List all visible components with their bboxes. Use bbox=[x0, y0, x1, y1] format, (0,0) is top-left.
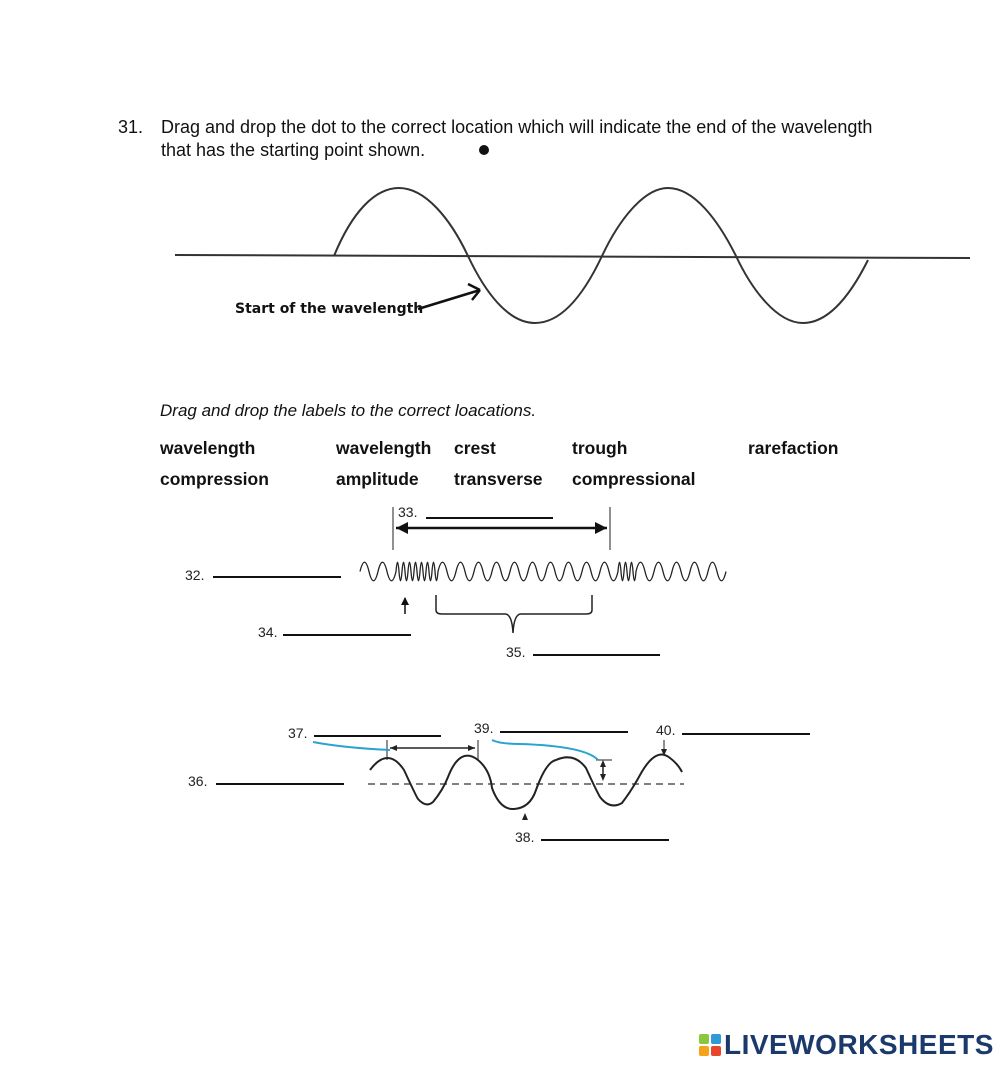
trough-pointer bbox=[522, 813, 528, 820]
blank-38-number: 38. bbox=[515, 829, 535, 845]
label-wavelength-1[interactable]: wavelength bbox=[160, 438, 256, 458]
amplitude-arrowhead-down bbox=[600, 774, 606, 781]
blank-33[interactable] bbox=[426, 517, 553, 519]
blank-40-number: 40. bbox=[656, 722, 676, 738]
transverse-wavelength-head-left bbox=[390, 745, 397, 751]
wavelength-arrowhead-right bbox=[595, 522, 607, 534]
start-of-wavelength-caption: Start of the wavelength bbox=[235, 301, 424, 317]
label-transverse[interactable]: transverse bbox=[454, 469, 543, 489]
label-trough[interactable]: trough bbox=[572, 438, 628, 458]
rarefaction-brace bbox=[436, 595, 592, 633]
blank-39[interactable] bbox=[500, 731, 628, 733]
blank-32-number: 32. bbox=[185, 567, 205, 583]
blank-38[interactable] bbox=[541, 839, 669, 841]
label-crest[interactable]: crest bbox=[454, 438, 496, 458]
blank-32[interactable] bbox=[213, 576, 341, 578]
blank-37[interactable] bbox=[314, 735, 441, 737]
question-31-number: 31. bbox=[118, 117, 144, 137]
liveworksheets-logo-icon bbox=[699, 1034, 721, 1056]
label-compression[interactable]: compression bbox=[160, 469, 269, 489]
blank-36-number: 36. bbox=[188, 773, 208, 789]
label-compressional[interactable]: compressional bbox=[572, 469, 696, 489]
wave-axis-line bbox=[175, 255, 970, 258]
blank-36[interactable] bbox=[216, 783, 344, 785]
longitudinal-wave bbox=[360, 562, 726, 581]
labels-instruction: Drag and drop the labels to the correct loacations. bbox=[160, 401, 537, 420]
blank-37-number: 37. bbox=[288, 725, 308, 741]
transverse-wave bbox=[370, 754, 682, 809]
blank-35-number: 35. bbox=[506, 644, 526, 660]
label-wavelength-2[interactable]: wavelength bbox=[336, 438, 432, 458]
label-amplitude[interactable]: amplitude bbox=[336, 469, 419, 489]
blank-34[interactable] bbox=[283, 634, 411, 636]
leader-line-39 bbox=[492, 740, 598, 760]
wavelength-arrowhead-left bbox=[396, 522, 408, 534]
blank-34-number: 34. bbox=[258, 624, 278, 640]
liveworksheets-brand-name: LIVEWORKSHEETS bbox=[724, 1029, 994, 1060]
start-arrow bbox=[418, 290, 480, 309]
question-31-text-line1: Drag and drop the dot to the correct location which will indicate the end of the wavelength bbox=[161, 117, 873, 137]
spring-coils bbox=[360, 562, 726, 581]
liveworksheets-brand bbox=[699, 1030, 994, 1060]
label-rarefaction[interactable]: rarefaction bbox=[748, 438, 839, 458]
leader-line-37 bbox=[313, 742, 390, 750]
blank-40[interactable] bbox=[682, 733, 810, 735]
transverse-wavelength-head-right bbox=[468, 745, 475, 751]
blank-39-number: 39. bbox=[474, 720, 494, 736]
blank-33-number: 33. bbox=[398, 504, 418, 520]
blank-35[interactable] bbox=[533, 654, 660, 656]
amplitude-arrowhead-up bbox=[600, 760, 606, 767]
compression-pointer-head bbox=[401, 597, 409, 605]
question-31-text-line2: that has the starting point shown. bbox=[161, 140, 426, 160]
